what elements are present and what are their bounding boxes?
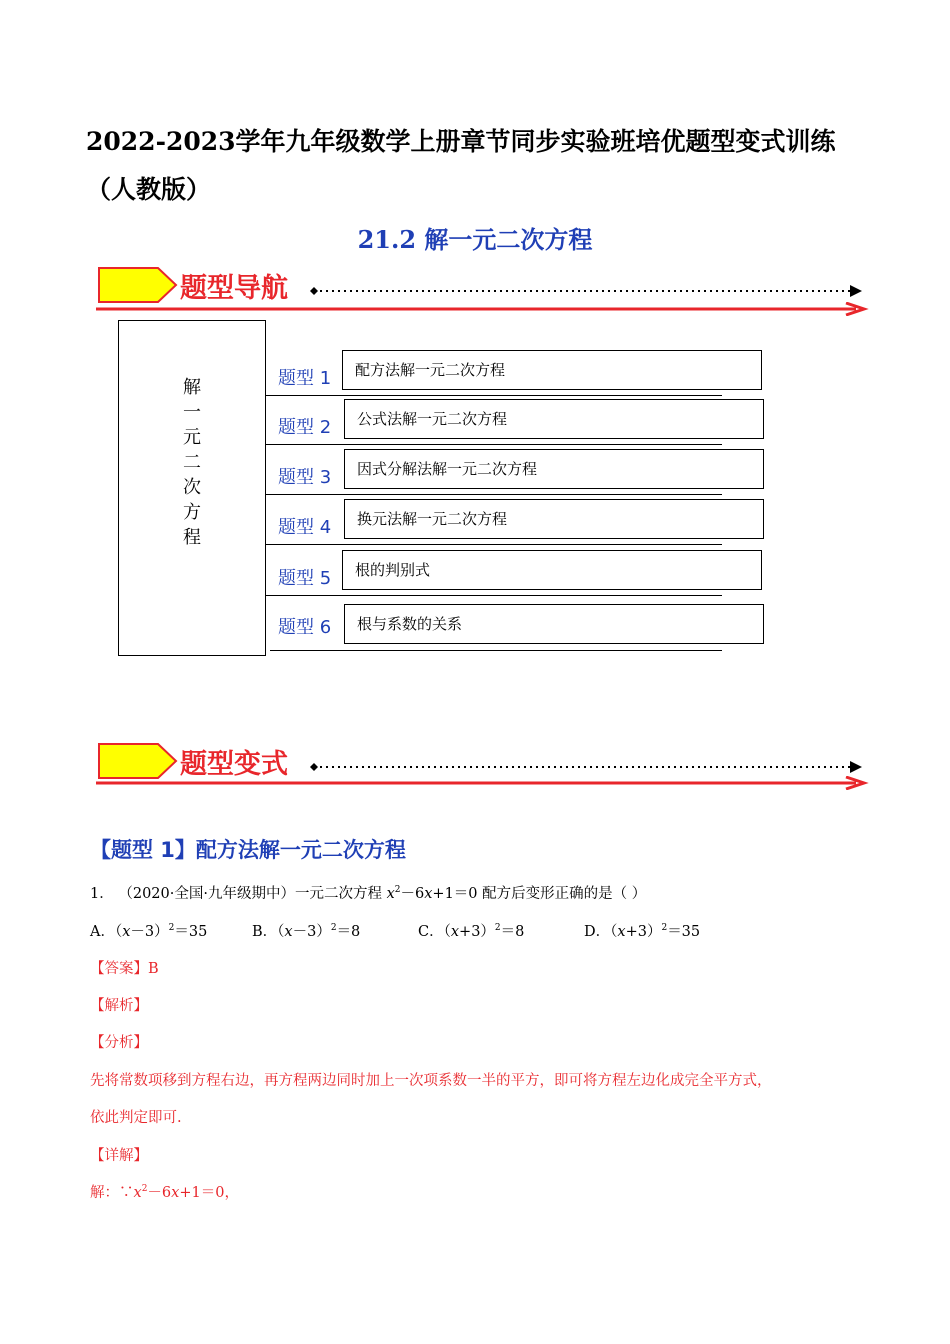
nav-item-topic: 根与系数的关系 <box>344 604 764 644</box>
dotted-arrow-line <box>310 760 870 774</box>
arrow-tag-icon <box>98 743 178 779</box>
math-text: －3） <box>292 924 331 940</box>
option-d[interactable] <box>584 920 700 941</box>
math-sup: 2 <box>141 1184 148 1195</box>
math-text: ＝8 <box>336 924 361 940</box>
math-var: x <box>171 1185 180 1201</box>
divider <box>266 494 722 495</box>
math-text: （ <box>443 924 451 940</box>
math-sup: 2 <box>494 923 501 934</box>
jiexi-label: 【解析】 <box>90 998 148 1014</box>
math-var: x <box>450 924 460 940</box>
divider <box>266 395 722 396</box>
fenxi-label: 【分析】 <box>90 1035 148 1051</box>
fenxi-text-2: 依此判定即可. <box>90 1110 182 1126</box>
banner-nav-label: 题型导航 <box>180 273 288 304</box>
math-var: x <box>617 924 626 940</box>
fenxi-text-1: 先将常数项移到方程右边，再方程两边同时加上一次项系数一半的平方，即可将方程左边化成完全平方式， <box>90 1073 772 1089</box>
divider <box>266 444 722 445</box>
math-text: +1＝0， <box>179 1185 239 1201</box>
nav-item[interactable] <box>266 548 766 598</box>
nav-side-box <box>118 320 266 656</box>
type1-heading: 【题型 1】配方法解一元二次方程 <box>90 838 406 862</box>
red-arrow-line <box>96 302 876 316</box>
answer-label: 【答案】B <box>90 961 159 977</box>
option-key: A． <box>90 924 115 940</box>
option-key: C． <box>418 924 444 940</box>
math-var: x <box>424 886 433 902</box>
nav-item-topic: 公式法解一元二次方程 <box>344 399 764 439</box>
xiangjie-label: 【详解】 <box>90 1148 148 1164</box>
nav-item-label: 题型 6 <box>278 617 332 638</box>
solution-line <box>90 1181 239 1202</box>
banner-nav <box>96 264 876 320</box>
nav-item[interactable] <box>266 397 766 447</box>
nav-item-label: 题型 3 <box>278 467 332 488</box>
nav-item[interactable] <box>266 602 766 652</box>
option-c[interactable] <box>418 920 524 941</box>
math-text: +3） <box>459 924 495 940</box>
nav-item-label: 题型 2 <box>278 417 332 438</box>
arrow-tag-icon <box>98 267 178 303</box>
math-text: ＝35 <box>667 924 701 940</box>
divider <box>270 650 722 651</box>
nav-item[interactable] <box>266 497 766 547</box>
nav-item-topic: 配方法解一元二次方程 <box>342 350 762 390</box>
math-text: ＝35 <box>174 924 208 940</box>
banner-variant-label: 题型变式 <box>180 749 288 780</box>
banner-variant <box>96 740 876 796</box>
red-arrow-line <box>96 776 876 790</box>
math-text: －6 <box>147 1185 172 1201</box>
math-sup: 2 <box>330 923 337 934</box>
math-text: +3） <box>625 924 662 940</box>
document-title: 2022-2023学年九年级数学上册章节同步实验班培优题型变式训练（人教版） <box>86 127 836 204</box>
math-var: x <box>386 886 395 902</box>
divider <box>266 595 722 596</box>
math-sup: 2 <box>661 923 668 934</box>
question-stem <box>90 882 646 903</box>
math-var: x <box>133 1185 142 1201</box>
nav-item-topic: 因式分解法解一元二次方程 <box>344 449 764 489</box>
question-source: （2020·全国·九年级期中）一元二次方程 <box>118 886 382 902</box>
option-key: B． <box>252 924 278 940</box>
nav-item[interactable] <box>266 348 766 398</box>
math-sup: 2 <box>168 923 175 934</box>
math-text: （ <box>277 924 285 940</box>
nav-item-topic: 换元法解一元二次方程 <box>344 499 764 539</box>
divider <box>266 544 722 545</box>
math-text: ＝8 <box>500 924 525 940</box>
nav-item[interactable] <box>266 447 766 497</box>
math-text: 解：∵ <box>90 1185 134 1201</box>
math-text: +1＝0 配方后变形正确的是（ ） <box>432 886 647 902</box>
nav-item-label: 题型 5 <box>278 568 332 589</box>
nav-side-label: 解一元二次方程 <box>183 377 201 548</box>
math-text: －6 <box>400 886 425 902</box>
option-a[interactable] <box>90 920 207 941</box>
option-b[interactable] <box>252 920 360 941</box>
question-number: 1． <box>90 886 114 902</box>
nav-item-topic: 根的判别式 <box>342 550 762 590</box>
dotted-arrow-line <box>310 284 870 298</box>
math-text: （ <box>610 924 618 940</box>
math-sup: 2 <box>394 885 401 896</box>
nav-item-label: 题型 1 <box>278 368 332 389</box>
option-key: D． <box>584 924 611 940</box>
math-text: －3） <box>130 924 169 940</box>
section-title: 21.2 解一元二次方程 <box>357 225 593 254</box>
math-var: x <box>122 924 131 940</box>
math-text: （ <box>114 924 123 940</box>
nav-item-label: 题型 4 <box>278 517 332 538</box>
math-var: x <box>284 924 293 940</box>
